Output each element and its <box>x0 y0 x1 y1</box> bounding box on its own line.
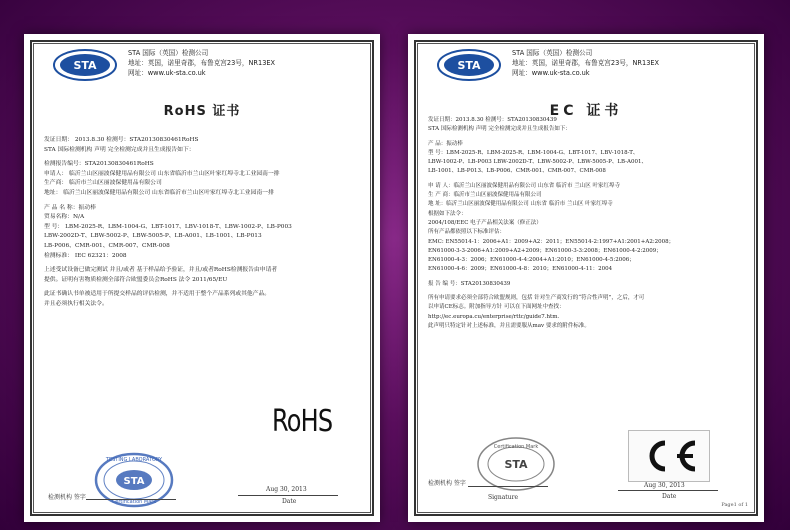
certificate-line: 2004/108/EEC 电子产品相关法案（修正法） <box>428 219 542 226</box>
certificate-line: EMC: EN55014-1：2006+A1：2009+A2：2011；EN55014-2:1997+A1:2001+A2:2008； <box>428 238 675 245</box>
address-line: 网址：www.uk-sta.co.uk <box>512 69 590 77</box>
date-line <box>618 490 718 491</box>
ec-certificate <box>408 34 764 522</box>
certificate-body <box>44 136 368 310</box>
certificate-line: 产 品：振动棒 <box>428 140 463 147</box>
logo-text: STA <box>457 59 481 72</box>
certificate-line: STA 国际检测机构 声明 完全检测完成并且生成报告如下： <box>44 146 195 153</box>
company-address <box>128 48 275 78</box>
certificate-header <box>52 46 352 92</box>
date-label: Date <box>662 493 677 500</box>
certificate-line: 此声明只特定针对上述标准，并且需要服从mav 要求的附件标准。 <box>428 322 590 329</box>
certificate-line: 产 品 名 称：振动棒 <box>44 204 96 211</box>
certification-stamp-icon <box>92 450 176 510</box>
sta-logo-icon <box>52 48 118 82</box>
address-line: 地址：英国，诺里奇郡，布鲁克宫23号，NR13EX <box>512 59 660 67</box>
sta-logo-icon <box>436 48 502 82</box>
logo-text: STA <box>73 59 97 72</box>
certificate-line: 所有产品都依照以下标准评估： <box>428 229 506 236</box>
address-line: 网址：www.uk-sta.co.uk <box>128 69 206 77</box>
certificate-line: EN61000-3-3-2006+A1:2009+A2+2009；EN61000-3-3:2008；EN61000-4-2:2009； <box>428 247 662 254</box>
sign-label: 检测机构 签字 <box>428 480 466 487</box>
certificate-line: 生 产 商：临沂市兰山区丽波保健用品有限公司 <box>428 192 542 199</box>
certification-stamp-icon <box>474 434 558 494</box>
certificate-line: 所有申请要求必须全部符合欧盟规则，包括 针对生产商发行的“符合性声明”，之后，才可 <box>428 295 645 302</box>
certificate-header <box>436 46 736 92</box>
svg-text:Certification Mark: Certification Mark <box>493 444 539 450</box>
issue-date: Aug 30, 2013 <box>266 486 307 493</box>
certificate-line: EN61000-4-3：2006；EN61000-4-4:2004+A1:2010；EN61000-4-5:2006； <box>428 257 635 264</box>
certificate-line: 报 告 编 号：STA20130830439 <box>428 280 511 287</box>
company-address <box>512 48 659 78</box>
certificate-line: 检测标准： IEC 62321：2008 <box>44 252 127 259</box>
svg-text:TESTING LABORATORY: TESTING LABORATORY <box>105 457 163 463</box>
issue-date: Aug 30, 2013 <box>644 482 685 489</box>
certificate-line: EN61000-4-6：2009；EN61000-4-8：2010；EN61000-4-11：2004 <box>428 266 613 273</box>
certificate-line: 地 址：临沂兰山区丽波保健用品有限公司 山东省 临沂市 兰山区 叶家红埠寺 <box>428 201 613 208</box>
address-line: STA 国际（英国）检测公司 <box>512 49 593 57</box>
certificate-line: 地址： 临沂兰山区丽波保健用品有限公司 山东省临沂市兰山区叶家红埠寺北工业园南一排 <box>44 189 274 196</box>
certificate-line: 型 号： LBM-2025-R、LBM-1004-G、LBT-1017、LBV-1018-T、LBW-1002-P、LB-P003 <box>44 223 292 230</box>
rohs-certificate <box>24 34 380 522</box>
certificate-line: 生产商： 临沂市兰山区丽波保健用品有限公司 <box>44 180 162 187</box>
certificate-line: 发证日期： 2013.8.30 检测号：STA20130830461RoHS <box>44 137 199 143</box>
certificate-body <box>428 116 752 331</box>
certificate-line: http://ec.europa.cu/enterprise/rttc/guide7.htm. <box>428 313 560 320</box>
date-line <box>238 495 338 496</box>
certificate-title: RoHS 证书 <box>163 104 241 119</box>
rohs-mark: RoHS <box>272 404 333 439</box>
certificate-line: LB-1001、LB-P013、LB-P006、CMR-001、CMR-007、CMR-008 <box>428 168 606 175</box>
certificate-line: LBW-2002D-T、LBW-5002-P、LBW-5005-P、LB-A001、LB-1001、LB-P013 <box>44 233 262 240</box>
ce-mark-icon <box>637 437 701 475</box>
certificate-line: 以申请CE标志。附加指导方针 可以在下面网址中查找： <box>428 304 565 311</box>
certificate-line: 提供。证明有害物质检测全部符合欧盟委员会RoHS 法令 2011/65/EU <box>44 276 228 283</box>
certificate-line: 上述受试设备已做完测试 并且/或者 基于样品给予验证，并且/或者RoHS检测报告由申请者 <box>44 267 278 274</box>
certificate-line: 根据如下法令： <box>428 210 467 217</box>
certificate-line: 型 号：LBM-2025-R、LBM-2025-R、LBM-1004-G、LBT-1017、LBV-1018-T、 <box>428 149 639 156</box>
signature-label: Signature <box>488 494 519 501</box>
certificate-line: LBW-1002-P、LB-P003 LBW-2002D-T、LBW-5002-P、LBW-5005-P、LB-A001、 <box>428 159 647 166</box>
address-line: STA 国际（英国）检测公司 <box>128 49 209 57</box>
date-label: Date <box>282 498 297 505</box>
svg-text:STA: STA <box>123 476 145 487</box>
svg-text:Certification Mark: Certification Mark <box>111 499 157 505</box>
certificate-line: LB-P006、CMR-001、CMR-007、CMR-008 <box>44 242 170 249</box>
ce-mark-box <box>628 430 710 482</box>
certificate-line: 发证日期：2013.8.30 检测号：STA20130830439 <box>428 117 557 123</box>
sign-label: 检测机构 签字 <box>48 494 86 501</box>
signature-line <box>468 486 548 487</box>
certificate-line: 检测报告编号：STA20130830461RoHS <box>44 161 154 168</box>
certificate-line: STA 国际检测机构 声明 完全检测完成并且生成报告如下： <box>428 126 571 133</box>
signature-line <box>86 499 176 500</box>
certificate-title: EC 证书 <box>549 103 623 119</box>
certificate-line: 此证书确认书单被适用于所提交样品的评估检测，并不适用于整个产品系列或其他产品。 <box>44 291 271 298</box>
certificate-line: 并且必须执行相关法令。 <box>44 300 108 307</box>
certificate-line: 贸易名称：N/A <box>44 214 85 221</box>
page-number: Page1 of 1 <box>721 502 748 508</box>
certificate-line: 申请人： 临沂兰山区丽波保健用品有限公司 山东省临沂市兰山区叶家红埠寺北工业园南一排 <box>44 170 280 177</box>
certificate-line: 申 请 人：临沂兰山区丽波保健用品有限公司 山东省 临沂市 兰山区 叶家红埠寺 <box>428 182 620 189</box>
svg-text:STA: STA <box>504 458 528 471</box>
address-line: 地址：英国，诺里奇郡，布鲁克宫23号，NR13EX <box>128 59 276 67</box>
